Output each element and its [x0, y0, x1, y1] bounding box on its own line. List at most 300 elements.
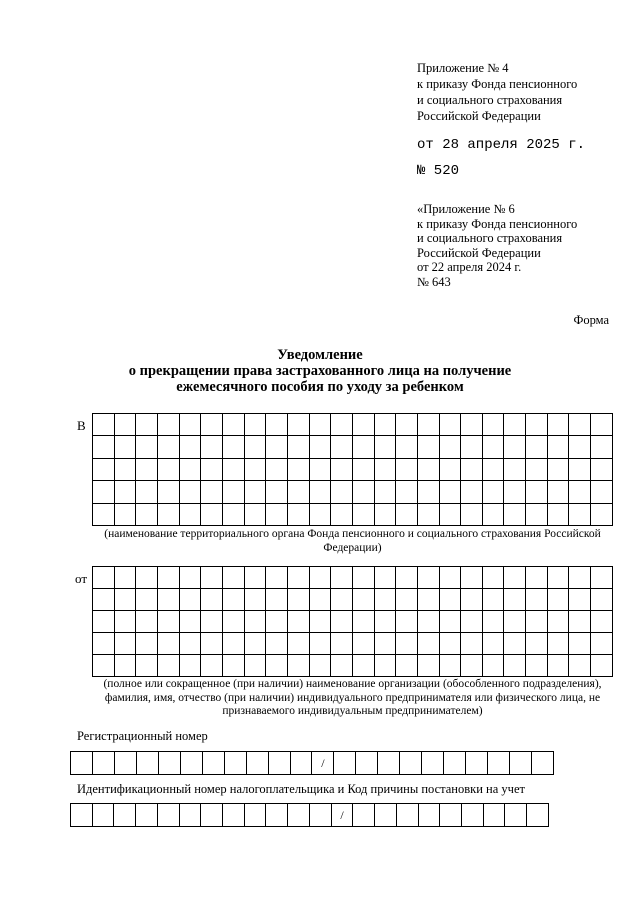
grid-cell[interactable]: [331, 611, 353, 633]
previous-appendix-order-line: к приказу Фонда пенсионного: [417, 216, 578, 231]
grid-cell[interactable]: [331, 436, 353, 458]
grid-cell[interactable]: [114, 655, 136, 677]
grid-cell[interactable]: [439, 414, 461, 436]
grid-cell[interactable]: [504, 633, 526, 655]
grid-cell[interactable]: [374, 458, 396, 480]
grid-cell[interactable]: [222, 589, 244, 611]
grid-cell[interactable]: [396, 436, 418, 458]
grid-cell[interactable]: [352, 481, 374, 503]
grid-cell[interactable]: [201, 611, 223, 633]
grid-cell[interactable]: [461, 458, 483, 480]
grid-cell[interactable]: [439, 481, 461, 503]
grid-cell[interactable]: [287, 633, 309, 655]
inn-kpp-field[interactable]: [70, 803, 549, 827]
digit-cell[interactable]: [158, 752, 180, 775]
digit-cell[interactable]: [418, 804, 440, 827]
grid-cell[interactable]: [266, 458, 288, 480]
grid-cell[interactable]: [331, 655, 353, 677]
grid-cell[interactable]: [547, 458, 569, 480]
grid-cell[interactable]: [222, 458, 244, 480]
grid-cell[interactable]: [114, 458, 136, 480]
digit-cell[interactable]: [353, 804, 375, 827]
grid-cell[interactable]: [114, 567, 136, 589]
grid-cell[interactable]: [591, 633, 613, 655]
grid-cell[interactable]: [352, 458, 374, 480]
grid-cell[interactable]: [439, 436, 461, 458]
digit-cell[interactable]: [202, 752, 224, 775]
digit-cell[interactable]: [288, 804, 310, 827]
previous-appendix-date: от 22 апреля 2024 г.: [417, 260, 522, 275]
grid-cell[interactable]: [244, 414, 266, 436]
grid-cell[interactable]: [157, 414, 179, 436]
grid-cell[interactable]: [504, 611, 526, 633]
grid-cell[interactable]: [439, 611, 461, 633]
grid-cell[interactable]: [504, 589, 526, 611]
grid-cell[interactable]: [417, 458, 439, 480]
grid-cell[interactable]: [352, 436, 374, 458]
grid-cell[interactable]: [396, 655, 418, 677]
grid-cell[interactable]: [526, 611, 548, 633]
digit-cell[interactable]: [334, 752, 356, 775]
grid-cell[interactable]: [93, 655, 115, 677]
grid-cell[interactable]: [482, 567, 504, 589]
grid-cell[interactable]: [136, 503, 158, 525]
grid-cell[interactable]: [331, 481, 353, 503]
grid-cell[interactable]: [331, 414, 353, 436]
digit-cell[interactable]: [461, 804, 483, 827]
grid-cell[interactable]: [417, 567, 439, 589]
grid-cell[interactable]: [244, 436, 266, 458]
grid-cell[interactable]: [244, 633, 266, 655]
digit-cell[interactable]: [266, 804, 288, 827]
digit-cell[interactable]: [114, 804, 136, 827]
digit-cell[interactable]: [488, 752, 510, 775]
grid-cell[interactable]: [157, 589, 179, 611]
grid-cell[interactable]: [374, 589, 396, 611]
grid-cell[interactable]: [287, 503, 309, 525]
grid-cell[interactable]: [504, 655, 526, 677]
grid-cell[interactable]: [482, 589, 504, 611]
grid-cell[interactable]: [352, 611, 374, 633]
grid-row: [93, 436, 613, 458]
grid-cell[interactable]: [266, 589, 288, 611]
grid-cell[interactable]: [526, 436, 548, 458]
grid-cell[interactable]: [114, 503, 136, 525]
grid-cell[interactable]: [157, 436, 179, 458]
grid-cell[interactable]: [526, 567, 548, 589]
grid-cell[interactable]: [569, 567, 591, 589]
grid-cell[interactable]: [179, 567, 201, 589]
digit-cell[interactable]: [136, 752, 158, 775]
digit-cell[interactable]: [136, 804, 158, 827]
grid-cell[interactable]: [439, 458, 461, 480]
digit-cell[interactable]: [532, 752, 554, 775]
grid-cell[interactable]: [482, 414, 504, 436]
grid-cell[interactable]: [136, 655, 158, 677]
grid-cell[interactable]: [526, 589, 548, 611]
digit-cell[interactable]: [180, 752, 202, 775]
grid-cell[interactable]: [114, 414, 136, 436]
grid-cell[interactable]: [374, 481, 396, 503]
grid-cell[interactable]: [569, 458, 591, 480]
grid-cell[interactable]: [179, 633, 201, 655]
grid-cell[interactable]: [157, 633, 179, 655]
recipient-grid[interactable]: [92, 413, 613, 526]
grid-cell[interactable]: [287, 611, 309, 633]
grid-cell[interactable]: [461, 414, 483, 436]
grid-cell[interactable]: [352, 589, 374, 611]
digit-cell[interactable]: [375, 804, 397, 827]
grid-cell[interactable]: [591, 503, 613, 525]
digit-cell[interactable]: [510, 752, 532, 775]
digit-cell[interactable]: [246, 752, 268, 775]
grid-cell[interactable]: [179, 611, 201, 633]
grid-cell[interactable]: [417, 611, 439, 633]
grid-cell[interactable]: [287, 589, 309, 611]
grid-cell[interactable]: [482, 503, 504, 525]
previous-appendix-country-line: Российской Федерации: [417, 245, 541, 260]
grid-cell[interactable]: [309, 567, 331, 589]
grid-cell[interactable]: [591, 655, 613, 677]
grid-cell[interactable]: [591, 567, 613, 589]
grid-cell[interactable]: [591, 611, 613, 633]
grid-cell[interactable]: [136, 414, 158, 436]
grid-cell[interactable]: [417, 414, 439, 436]
grid-cell[interactable]: [244, 567, 266, 589]
grid-cell[interactable]: [331, 633, 353, 655]
digit-cell[interactable]: [396, 804, 418, 827]
grid-cell[interactable]: [461, 633, 483, 655]
grid-cell[interactable]: [461, 611, 483, 633]
grid-cell[interactable]: [569, 611, 591, 633]
grid-cell[interactable]: [309, 414, 331, 436]
title-line-1: Уведомление: [277, 347, 363, 363]
grid-cell[interactable]: [461, 503, 483, 525]
grid-cell[interactable]: [266, 567, 288, 589]
grid-cell[interactable]: [526, 414, 548, 436]
grid-cell[interactable]: [504, 567, 526, 589]
grid-cell[interactable]: [417, 655, 439, 677]
grid-cell[interactable]: [93, 436, 115, 458]
digit-cell[interactable]: [114, 752, 136, 775]
grid-cell[interactable]: [136, 458, 158, 480]
grid-cell[interactable]: [352, 503, 374, 525]
grid-cell[interactable]: [547, 567, 569, 589]
grid-cell[interactable]: [266, 633, 288, 655]
grid-cell[interactable]: [201, 567, 223, 589]
grid-cell[interactable]: [309, 589, 331, 611]
grid-cell[interactable]: [201, 436, 223, 458]
grid-cell[interactable]: [482, 611, 504, 633]
document-title: [0, 347, 640, 395]
digit-cell[interactable]: [92, 804, 114, 827]
digit-cell[interactable]: [224, 752, 246, 775]
grid-row: [93, 655, 613, 677]
grid-cell[interactable]: [244, 589, 266, 611]
grid-cell[interactable]: [569, 503, 591, 525]
digit-cell[interactable]: [290, 752, 312, 775]
grid-cell[interactable]: [526, 633, 548, 655]
digit-cell[interactable]: [179, 804, 201, 827]
grid-cell[interactable]: [396, 458, 418, 480]
grid-cell[interactable]: [309, 481, 331, 503]
grid-cell[interactable]: [93, 611, 115, 633]
grid-cell[interactable]: [417, 503, 439, 525]
registration-number-field[interactable]: [70, 751, 554, 775]
digit-cell[interactable]: [244, 804, 266, 827]
grid-cell[interactable]: [439, 655, 461, 677]
grid-cell[interactable]: [266, 436, 288, 458]
grid-cell[interactable]: [93, 567, 115, 589]
grid-cell[interactable]: [504, 458, 526, 480]
grid-cell[interactable]: [93, 481, 115, 503]
grid-cell[interactable]: [569, 414, 591, 436]
grid-cell[interactable]: [201, 633, 223, 655]
grid-cell[interactable]: [461, 436, 483, 458]
grid-cell[interactable]: [93, 458, 115, 480]
grid-cell[interactable]: [439, 567, 461, 589]
grid-row: [93, 589, 613, 611]
grid-cell[interactable]: [526, 481, 548, 503]
grid-cell[interactable]: [461, 481, 483, 503]
grid-cell[interactable]: [179, 589, 201, 611]
grid-cell[interactable]: [266, 481, 288, 503]
grid-cell[interactable]: [547, 436, 569, 458]
grid-cell[interactable]: [309, 458, 331, 480]
grid-cell[interactable]: [482, 458, 504, 480]
grid-cell[interactable]: [504, 481, 526, 503]
digit-cell[interactable]: [201, 804, 223, 827]
grid-cell[interactable]: [374, 567, 396, 589]
grid-cell[interactable]: [136, 611, 158, 633]
grid-cell[interactable]: [591, 458, 613, 480]
grid-cell[interactable]: [352, 414, 374, 436]
grid-cell[interactable]: [157, 567, 179, 589]
digit-cell[interactable]: [378, 752, 400, 775]
grid-cell[interactable]: [287, 567, 309, 589]
grid-cell[interactable]: [547, 633, 569, 655]
grid-cell[interactable]: [331, 458, 353, 480]
grid-cell[interactable]: [244, 611, 266, 633]
grid-cell[interactable]: [461, 589, 483, 611]
appendix-order-line: к приказу Фонда пенсионного: [417, 77, 578, 91]
grid-cell[interactable]: [222, 633, 244, 655]
grid-cell[interactable]: [352, 633, 374, 655]
digit-cell[interactable]: [483, 804, 505, 827]
grid-cell[interactable]: [179, 414, 201, 436]
grid-cell[interactable]: [374, 503, 396, 525]
previous-appendix-number: «Приложение № 6: [417, 202, 515, 216]
grid-cell[interactable]: [93, 414, 115, 436]
grid-cell[interactable]: [157, 481, 179, 503]
grid-cell[interactable]: [114, 611, 136, 633]
grid-cell[interactable]: [417, 589, 439, 611]
digit-cell[interactable]: [71, 752, 93, 775]
grid-cell[interactable]: [136, 567, 158, 589]
grid-cell[interactable]: [287, 414, 309, 436]
grid-cell[interactable]: [93, 633, 115, 655]
grid-cell[interactable]: [482, 436, 504, 458]
grid-cell[interactable]: [136, 436, 158, 458]
grid-cell[interactable]: [136, 633, 158, 655]
grid-cell[interactable]: [114, 436, 136, 458]
digit-cell[interactable]: [505, 804, 527, 827]
grid-cell[interactable]: [547, 655, 569, 677]
grid-cell[interactable]: [157, 503, 179, 525]
grid-cell[interactable]: [331, 567, 353, 589]
grid-cell[interactable]: [266, 503, 288, 525]
grid-cell[interactable]: [244, 481, 266, 503]
grid-cell[interactable]: [179, 655, 201, 677]
grid-cell[interactable]: [396, 633, 418, 655]
grid-cell[interactable]: [93, 589, 115, 611]
grid-cell[interactable]: [504, 503, 526, 525]
digit-cell[interactable]: [440, 804, 462, 827]
grid-cell[interactable]: [396, 589, 418, 611]
grid-cell[interactable]: [482, 481, 504, 503]
grid-cell[interactable]: [439, 633, 461, 655]
grid-cell[interactable]: [526, 655, 548, 677]
grid-cell[interactable]: [569, 655, 591, 677]
grid-cell[interactable]: [179, 436, 201, 458]
grid-cell[interactable]: [244, 458, 266, 480]
grid-cell[interactable]: [114, 589, 136, 611]
grid-cell[interactable]: [591, 436, 613, 458]
grid-cell[interactable]: [309, 436, 331, 458]
digit-cell[interactable]: [422, 752, 444, 775]
grid-cell[interactable]: [396, 611, 418, 633]
sender-caption: (полное или сокращенное (при наличии) наименование организации (обособленного подразделения), фамилия, имя, отчество (при наличии) индивидуального предпринимателя или физического лица, не признаваемого индивидуальным предпринимателем): [103, 678, 602, 717]
grid-cell[interactable]: [136, 481, 158, 503]
grid-cell[interactable]: [482, 633, 504, 655]
digit-cell[interactable]: [527, 804, 549, 827]
grid-cell[interactable]: [201, 655, 223, 677]
appendix-order-number: № 520: [417, 163, 460, 179]
grid-cell[interactable]: [439, 589, 461, 611]
grid-cell[interactable]: [352, 567, 374, 589]
grid-cell[interactable]: [547, 611, 569, 633]
grid-cell[interactable]: [331, 503, 353, 525]
digit-cell[interactable]: [400, 752, 422, 775]
grid-cell[interactable]: [266, 611, 288, 633]
grid-cell[interactable]: [93, 503, 115, 525]
grid-cell[interactable]: [374, 436, 396, 458]
digit-cell[interactable]: [223, 804, 245, 827]
grid-cell[interactable]: [114, 633, 136, 655]
grid-row: [93, 414, 613, 436]
grid-cell[interactable]: [504, 436, 526, 458]
grid-cell[interactable]: [569, 481, 591, 503]
grid-cell[interactable]: [547, 481, 569, 503]
grid-cell[interactable]: [201, 481, 223, 503]
grid-cell[interactable]: [157, 655, 179, 677]
grid-cell[interactable]: [417, 633, 439, 655]
digit-cell[interactable]: [444, 752, 466, 775]
digit-cell[interactable]: [309, 804, 331, 827]
grid-cell[interactable]: [179, 481, 201, 503]
grid-cell[interactable]: [179, 458, 201, 480]
grid-cell[interactable]: [244, 503, 266, 525]
grid-row: [93, 567, 613, 589]
digit-cell[interactable]: [92, 752, 114, 775]
grid-cell[interactable]: [287, 458, 309, 480]
grid-cell[interactable]: [547, 414, 569, 436]
grid-cell[interactable]: [222, 436, 244, 458]
grid-cell[interactable]: [374, 633, 396, 655]
grid-cell[interactable]: [201, 414, 223, 436]
grid-cell[interactable]: [569, 589, 591, 611]
grid-cell[interactable]: [482, 655, 504, 677]
grid-cell[interactable]: [179, 503, 201, 525]
grid-cell[interactable]: [374, 414, 396, 436]
grid-cell[interactable]: [461, 567, 483, 589]
grid-cell[interactable]: [439, 503, 461, 525]
digit-cell[interactable]: [268, 752, 290, 775]
grid-cell[interactable]: [157, 458, 179, 480]
grid-cell[interactable]: [222, 655, 244, 677]
sender-grid[interactable]: [92, 566, 613, 677]
grid-cell[interactable]: [547, 503, 569, 525]
grid-cell[interactable]: [417, 436, 439, 458]
grid-cell[interactable]: [136, 589, 158, 611]
grid-cell[interactable]: [526, 458, 548, 480]
grid-cell[interactable]: [222, 503, 244, 525]
grid-cell[interactable]: [222, 481, 244, 503]
grid-cell[interactable]: [309, 655, 331, 677]
grid-cell[interactable]: [309, 633, 331, 655]
grid-cell[interactable]: [201, 503, 223, 525]
grid-cell[interactable]: [547, 589, 569, 611]
grid-cell[interactable]: [417, 481, 439, 503]
grid-cell[interactable]: [114, 481, 136, 503]
grid-cell[interactable]: [591, 481, 613, 503]
grid-cell[interactable]: [222, 567, 244, 589]
grid-cell[interactable]: [201, 589, 223, 611]
grid-cell[interactable]: [396, 414, 418, 436]
grid-cell[interactable]: [374, 611, 396, 633]
grid-cell[interactable]: [352, 655, 374, 677]
grid-cell[interactable]: [331, 589, 353, 611]
grid-cell[interactable]: [569, 436, 591, 458]
grid-cell[interactable]: [569, 633, 591, 655]
digit-cell[interactable]: [157, 804, 179, 827]
grid-cell[interactable]: [591, 414, 613, 436]
digit-cell[interactable]: [71, 804, 93, 827]
grid-cell[interactable]: [222, 611, 244, 633]
grid-cell[interactable]: [287, 655, 309, 677]
digit-cell[interactable]: [356, 752, 378, 775]
digit-cell[interactable]: [466, 752, 488, 775]
grid-cell[interactable]: [244, 655, 266, 677]
grid-cell[interactable]: [374, 655, 396, 677]
grid-cell[interactable]: [287, 436, 309, 458]
grid-cell[interactable]: [396, 503, 418, 525]
grid-cell[interactable]: [201, 458, 223, 480]
grid-cell[interactable]: [222, 414, 244, 436]
grid-cell[interactable]: [461, 655, 483, 677]
grid-cell[interactable]: [309, 611, 331, 633]
grid-cell[interactable]: [591, 589, 613, 611]
grid-cell[interactable]: [396, 567, 418, 589]
grid-cell[interactable]: [396, 481, 418, 503]
grid-cell[interactable]: [157, 611, 179, 633]
grid-cell[interactable]: [287, 481, 309, 503]
grid-cell[interactable]: [526, 503, 548, 525]
grid-cell[interactable]: [504, 414, 526, 436]
grid-cell[interactable]: [266, 414, 288, 436]
grid-cell[interactable]: [309, 503, 331, 525]
grid-cell[interactable]: [266, 655, 288, 677]
